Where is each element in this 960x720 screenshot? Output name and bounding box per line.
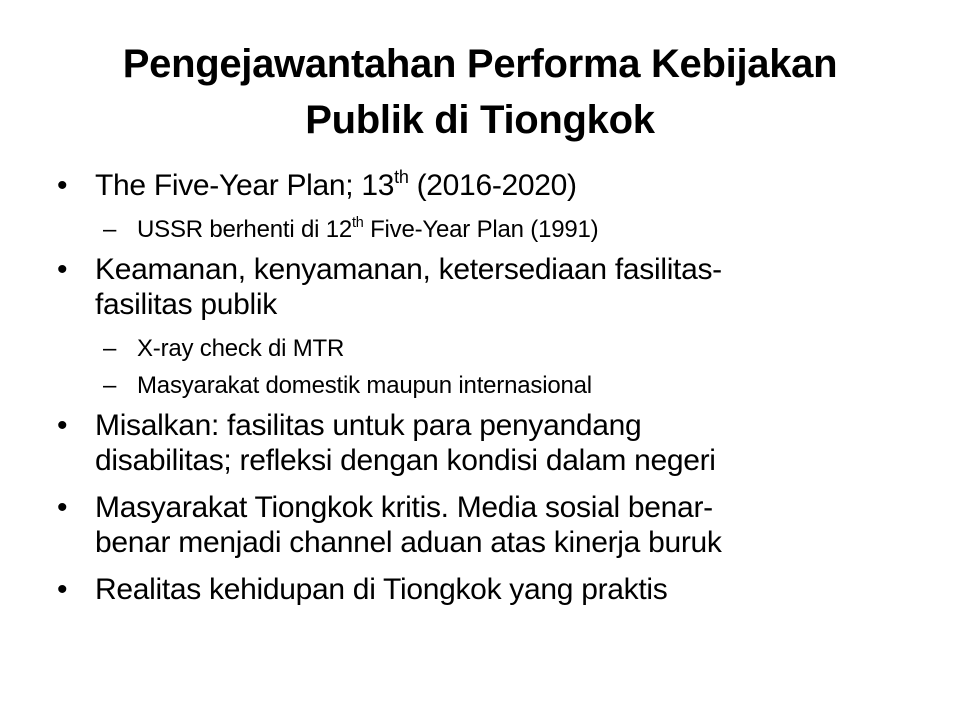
- slide-title-line-2: Publik di Tiongkok: [305, 98, 655, 142]
- bullet-item-realitas: [57, 572, 917, 607]
- sub-bullet-text: X-ray check di MTR: [137, 335, 345, 362]
- bullet-text: Masyarakat Tiongkok kritis. Media sosial benar- benar menjadi channel aduan atas kinerja buruk: [95, 491, 722, 559]
- superscript: th: [352, 215, 364, 232]
- bullet-icon: •: [57, 491, 68, 524]
- slide-body: [57, 168, 917, 619]
- bullet-text: Realitas kehidupan di Tiongkok yang praktis: [95, 573, 668, 606]
- bullet-icon: •: [57, 253, 68, 286]
- superscript: th: [394, 167, 409, 188]
- slide-title: [40, 36, 920, 148]
- bullet-item-misalkan: [57, 408, 917, 478]
- slide-title-line-1: Pengejawantahan Performa Kebijakan: [122, 42, 838, 86]
- sub-bullet-item-ussr: [57, 215, 917, 244]
- bullet-icon: •: [57, 169, 68, 202]
- sub-bullet-text: USSR berhenti di 12th Five-Year Plan (1991): [137, 215, 599, 243]
- sub-bullet-item-xray: [57, 334, 917, 363]
- bullet-item-five-year-plan: [57, 168, 917, 203]
- bullet-icon: •: [57, 409, 68, 442]
- bullet-text: Misalkan: fasilitas untuk para penyandang disabilitas; refleksi dengan kondisi dalam negeri: [95, 409, 716, 477]
- sub-bullet-text: Masyarakat domestik maupun internasional: [137, 372, 592, 399]
- bullet-icon: •: [57, 573, 68, 606]
- dash-icon: –: [103, 335, 117, 362]
- bullet-text: Keamanan, kenyamanan, ketersediaan fasilitas- fasilitas publik: [95, 253, 722, 321]
- sub-bullet-item-masyarakat: [57, 371, 917, 400]
- bullet-text: The Five-Year Plan; 13th (2016-2020): [95, 167, 577, 202]
- bullet-item-keamanan: [57, 252, 917, 322]
- bullet-item-masyarakat-kritis: [57, 490, 917, 560]
- dash-icon: –: [103, 372, 117, 399]
- dash-icon: –: [103, 216, 117, 243]
